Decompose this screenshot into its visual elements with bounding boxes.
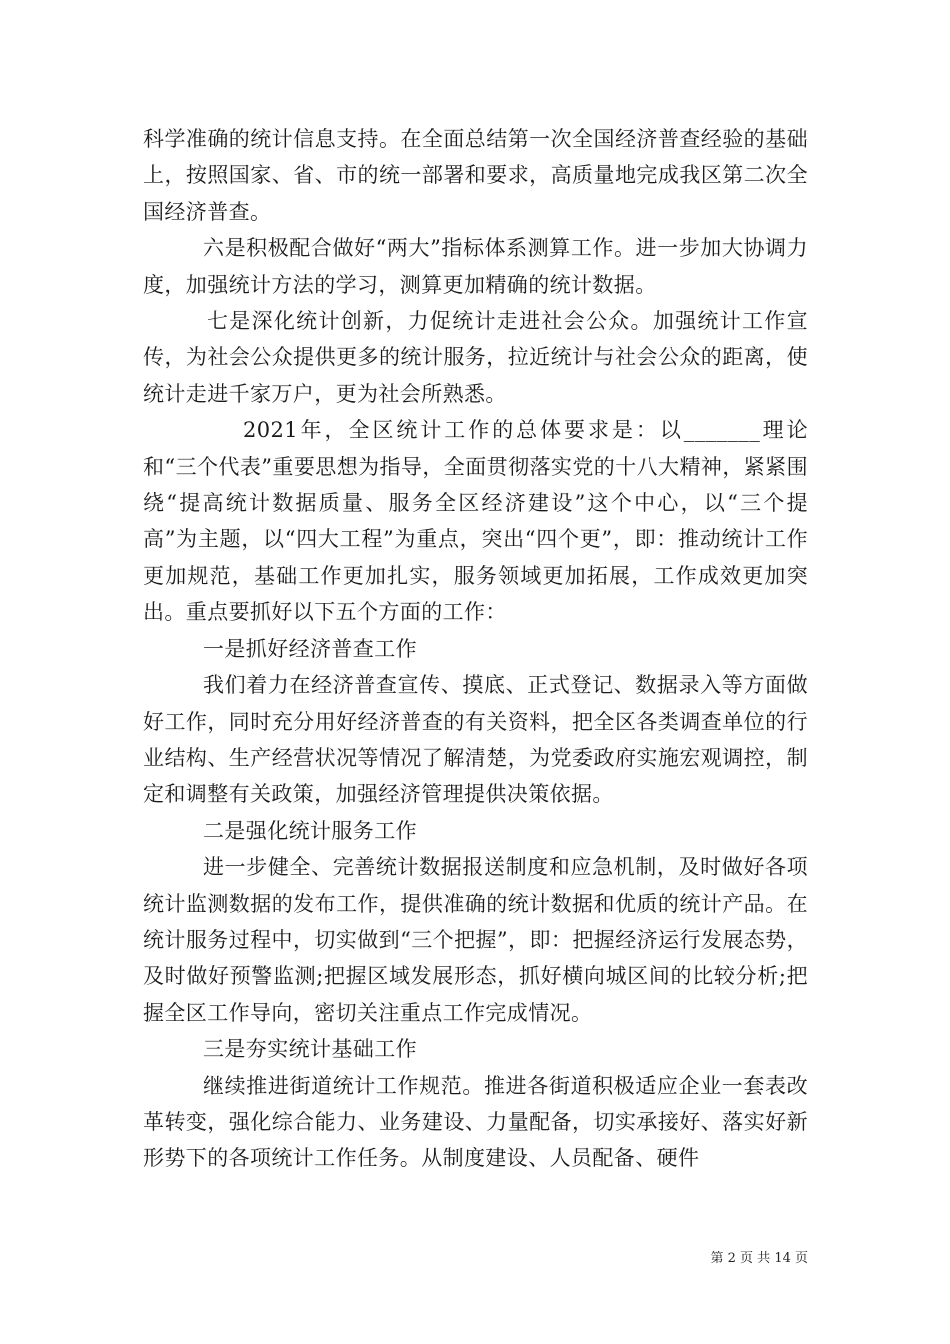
paragraph-general-requirements: 2021年，全区统计工作的总体要求是：以_______理论和“三个代表”重要思想为指导，全面贯彻落实党的十八大精神，紧紧围绕“提高统计数据质量、服务全区经济建设”这个中心，以“三个提高”为主题，以“四大工程”为重点，突出“四个更”，即：推动统计工作更加规范，基础工作更加扎实，服务领域更加拓展，工作成效更加突出。重点要抓好以下五个方面的工作： [143, 418, 808, 625]
paragraph-statistical-service: 进一步健全、完善统计数据报送制度和应急机制，及时做好各项统计监测数据的发布工作，提供准确的统计数据和优质的统计产品。在统计服务过程中，切实做到“三个把握”，即：把握经济运行发展态势，及时做好预警监测;把握区域发展形态，抓好横向城区间的比较分析;把握全区工作导向，密切关注重点工作完成情况。 [143, 855, 808, 1025]
paragraph-continuation: 科学准确的统计信息支持。在全面总结第一次全国经济普查经验的基础上，按照国家、省、市的统一部署和要求，高质量地完成我区第二次全国经济普查。 [143, 127, 808, 224]
paragraph-item-six: 六是积极配合做好“两大”指标体系测算工作。进一步加大协调力度，加强统计方法的学习，测算更加精确的统计数据。 [143, 236, 808, 297]
paragraph-economic-census: 我们着力在经济普查宣传、摸底、正式登记、数据录入等方面做好工作，同时充分用好经济普查的有关资料，把全区各类调查单位的行业结构、生产经营状况等情况了解清楚，为党委政府实施宏观调控，制定和调整有关政策，加强经济管理提供决策依据。 [143, 673, 808, 807]
section-heading-economic-census: 一是抓好经济普查工作 [203, 636, 417, 661]
section-heading-statistical-service: 二是强化统计服务工作 [203, 818, 417, 843]
page-number-footer: 第 2 页 共 14 页 [710, 1251, 808, 1266]
paragraph-item-seven: 七是深化统计创新，力促统计走进社会公众。加强统计工作宣传，为社会公众提供更多的统计服务，拉近统计与社会公众的距离，使统计走进千家万户，更为社会所熟悉。 [143, 309, 808, 406]
paragraph-statistical-foundation: 继续推进街道统计工作规范。推进各街道积极适应企业一套表改革转变，强化综合能力、业务建设、力量配备，切实承接好、落实好新形势下的各项统计工作任务。从制度建设、人员配备、硬件 [143, 1073, 808, 1171]
section-heading-statistical-foundation: 三是夯实统计基础工作 [203, 1037, 417, 1062]
document-body [143, 121, 808, 1177]
